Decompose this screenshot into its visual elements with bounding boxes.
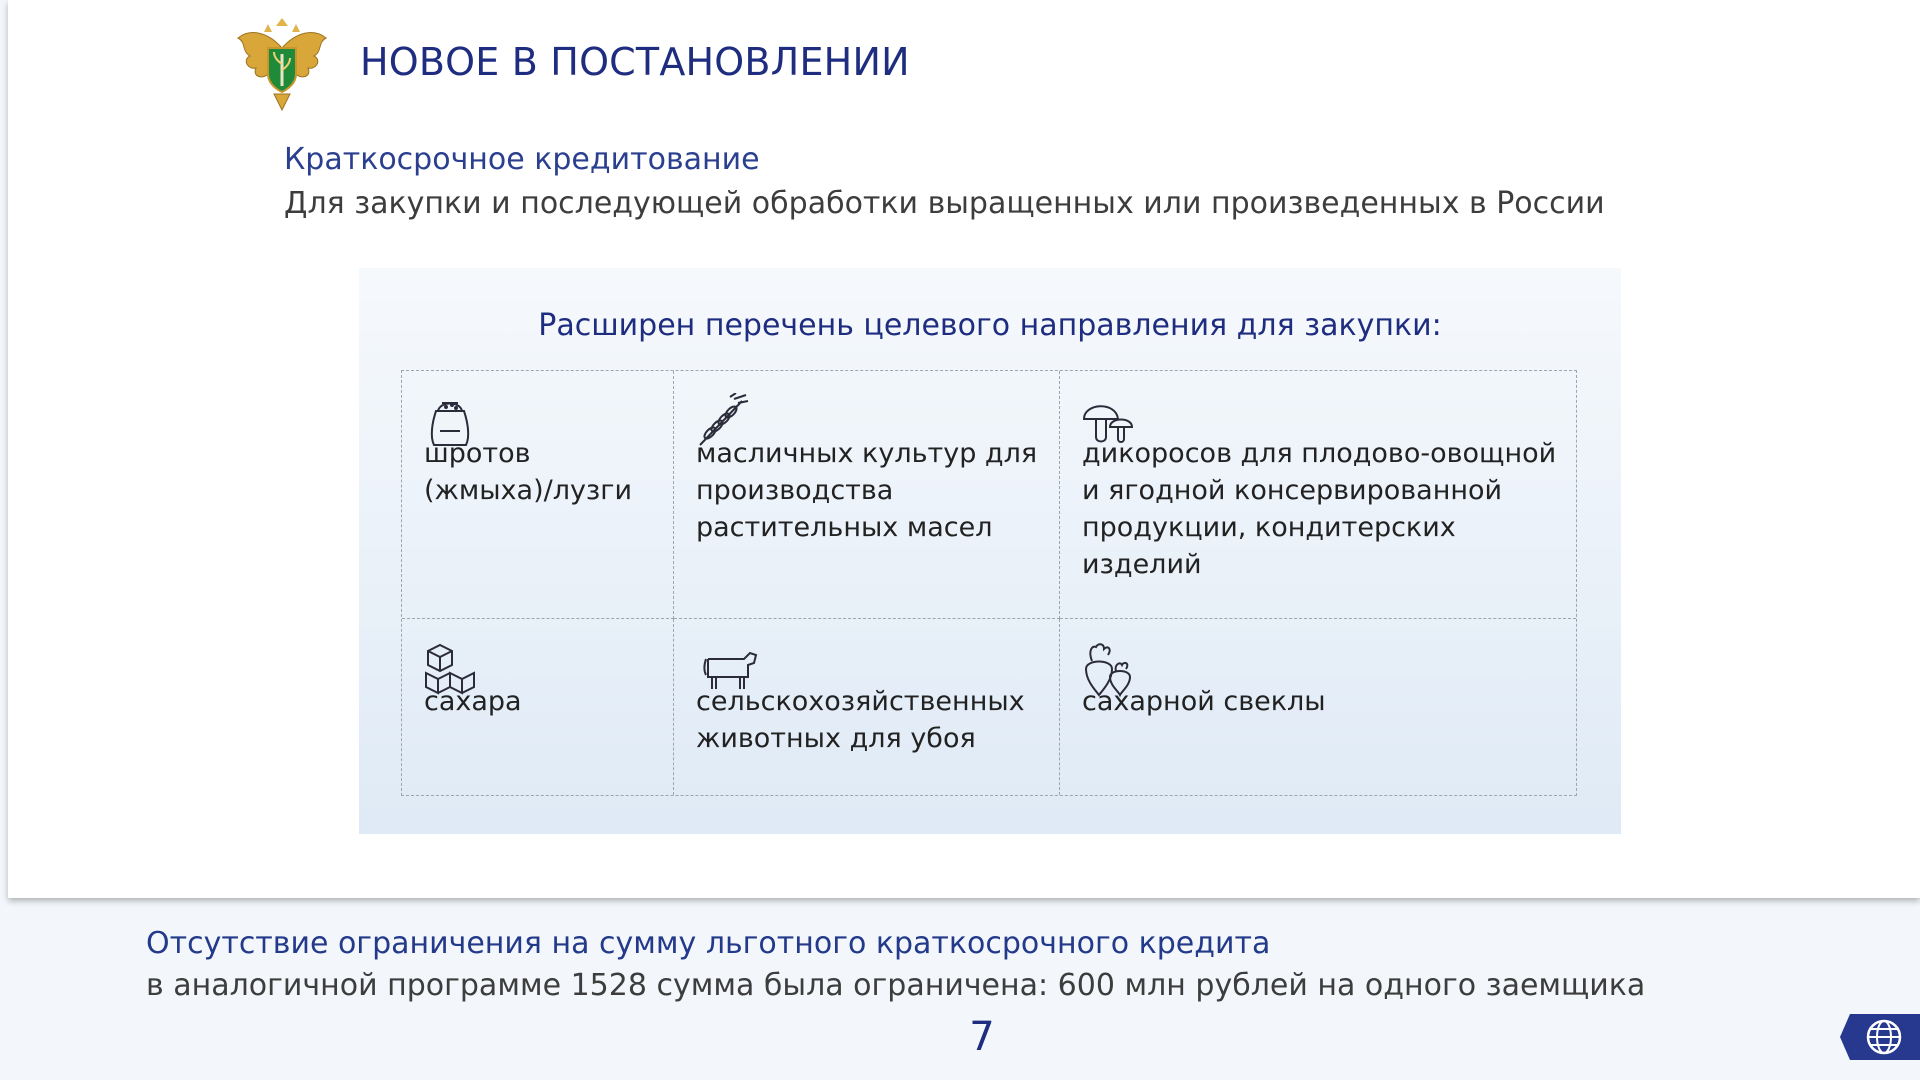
coat-of-arms-icon: [232, 18, 332, 114]
section-description: Для закупки и последующей обработки выращенных или произведенных в России: [284, 186, 1605, 221]
globe-icon: [1840, 1014, 1920, 1060]
section-subtitle: Краткосрочное кредитование: [284, 142, 760, 177]
item-text: сахарной свеклы: [1082, 686, 1326, 717]
footer-title: Отсутствие ограничения на сумму льготного краткосрочного кредита: [146, 926, 1271, 961]
footer-description: в аналогичной программе 1528 сумма была ограничена: 600 млн рублей на одного заемщика: [146, 968, 1646, 1003]
grid-cell-sugar-beet: [1060, 619, 1576, 795]
item-text: сахара: [424, 686, 522, 717]
item-text: дикоросов для плодово-овощной и ягодной консервированной продукции, кондитерских изделий: [1082, 438, 1557, 580]
slide-body: [8, 0, 1920, 898]
grid-cell-wild-plants: [1060, 371, 1576, 619]
grid-cell-sugar: [402, 619, 674, 795]
item-text: сельскохозяйственных животных для убоя: [696, 686, 1025, 754]
panel-title: Расширен перечень целевого направления для закупки:: [538, 308, 1442, 343]
item-text: масличных культур для производства растительных масел: [696, 438, 1038, 543]
purpose-panel: [359, 268, 1621, 834]
purpose-grid: [401, 370, 1577, 796]
page-number: 7: [969, 1014, 995, 1060]
item-text: шротов (жмыха)/лузги: [424, 438, 633, 506]
grid-cell-livestock: [674, 619, 1060, 795]
page-title: НОВОЕ В ПОСТАНОВЛЕНИИ: [360, 40, 910, 84]
grid-cell-oilseeds: [674, 371, 1060, 619]
grid-cell-oilcake: [402, 371, 674, 619]
